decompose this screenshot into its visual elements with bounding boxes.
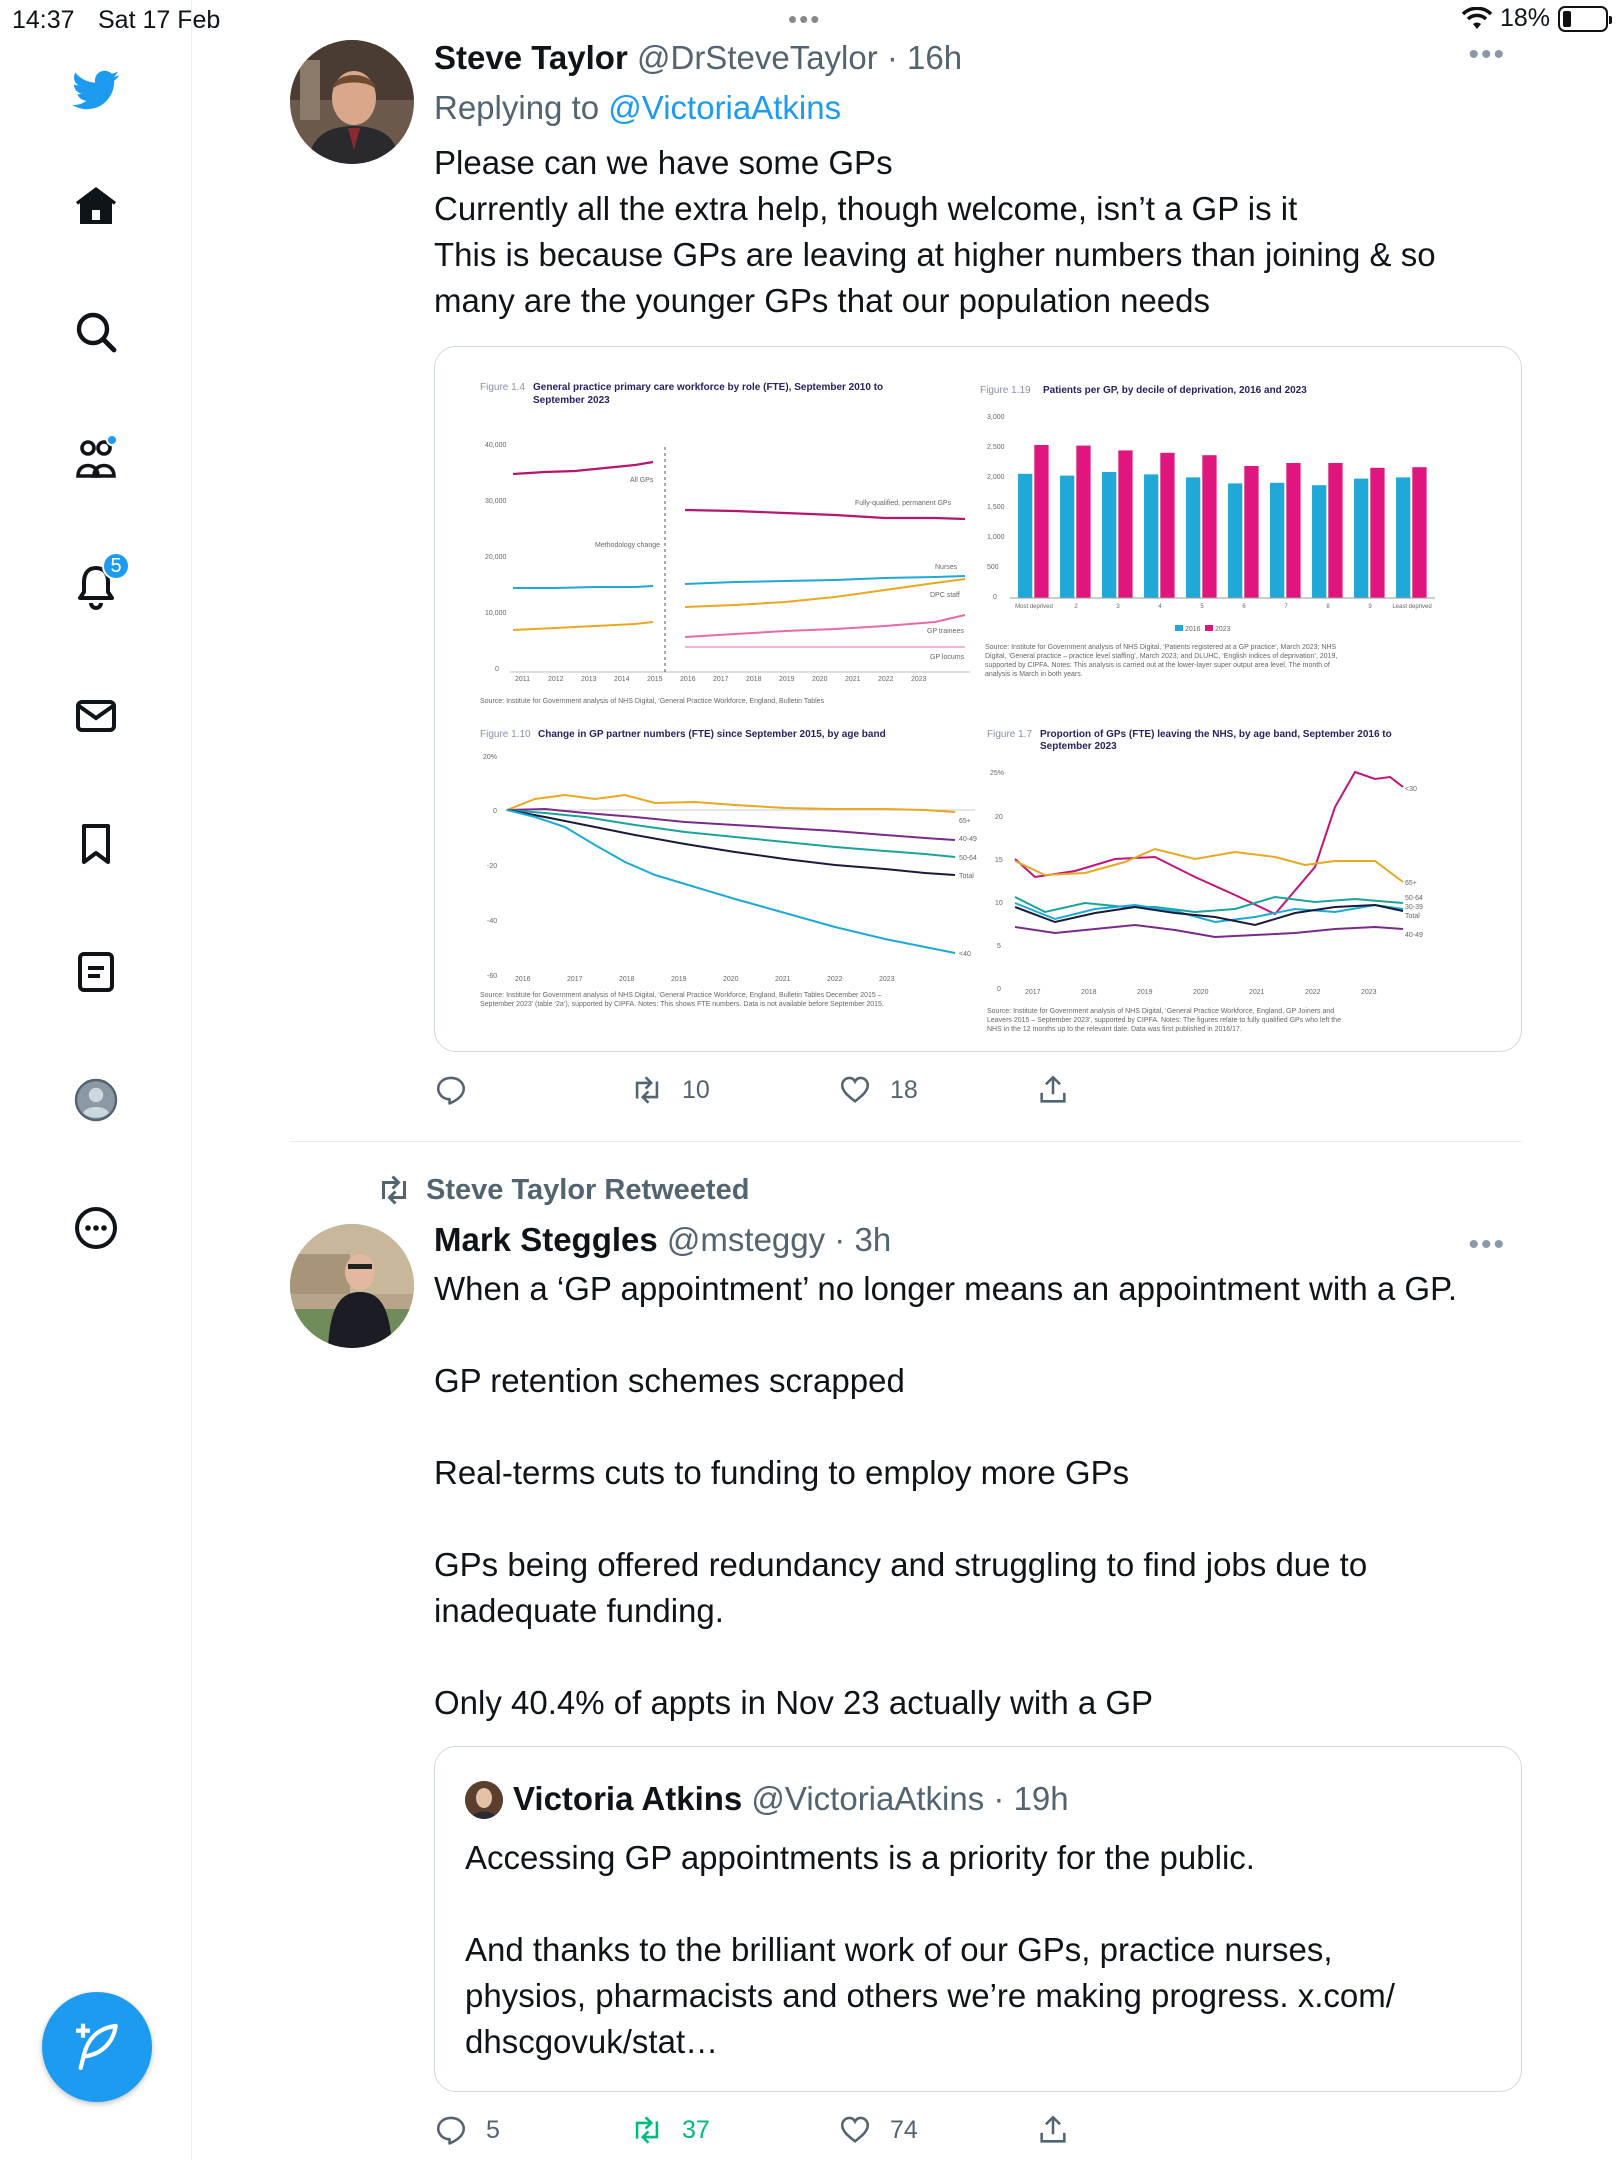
tweet-paragraph: GP retention schemes scrapped xyxy=(434,1362,905,1399)
retweet-notice-text: Steve Taylor Retweeted xyxy=(426,1174,750,1206)
communities-icon[interactable] xyxy=(66,428,126,488)
fig119-bar-2023-9 xyxy=(1370,468,1384,598)
fig110-source-1: Source: Institute for Government analysis of NHS Digital, ‘General Practice Workforce, England, Bulletin Tables December 2015 – xyxy=(480,992,882,999)
fig14-title-2: September 2023 xyxy=(533,395,610,406)
fig110-xtick: 2021 xyxy=(775,976,791,983)
fig17-label-30-39: 30-39 xyxy=(1405,904,1423,911)
fig14-label-nurses: Nurses xyxy=(935,564,958,571)
fig119-ytick: 1,000 xyxy=(987,534,1005,541)
fig14-title-1: General practice primary care workforce by role (FTE), September 2010 to xyxy=(533,382,884,393)
tweet-line: many are the younger GPs that our population needs xyxy=(434,282,1210,319)
fig110-label-50-64: 50-64 xyxy=(959,855,977,862)
fig14-xtick: 2020 xyxy=(812,676,828,683)
retweet-icon xyxy=(630,1073,664,1107)
fig110-x-axis xyxy=(515,976,895,983)
fig119-bar-2023-1 xyxy=(1034,445,1048,598)
fig119-bar-2016-3 xyxy=(1102,472,1116,598)
svg-text:Figure 1.19 xyxy=(980,385,1031,396)
fig17-xtick: 2021 xyxy=(1249,989,1265,996)
author-name[interactable]: Steve Taylor xyxy=(434,39,628,76)
fig14-xtick: 2015 xyxy=(647,676,663,683)
fig14-ytick: 0 xyxy=(495,666,499,673)
fig119-legend-2023: 2023 xyxy=(1215,626,1231,633)
tweet-2[interactable] xyxy=(290,1220,1520,1726)
fig17-label-40-49: 40-49 xyxy=(1405,932,1423,939)
fig17-xtick: 2022 xyxy=(1305,989,1321,996)
fig17-title-2: September 2023 xyxy=(1040,741,1117,752)
fig14-source: Source: Institute for Government analysis of NHS Digital, ‘General Practice Workforce, England, Bulletin Tables xyxy=(480,698,825,705)
quote-header: Victoria Atkins @VictoriaAtkins · 19h xyxy=(513,1780,1069,1817)
heart-icon xyxy=(838,1073,872,1107)
tweet-more-icon[interactable]: ••• xyxy=(1468,1228,1506,1261)
fig110-ytick: -20 xyxy=(487,863,498,870)
fig14-xtick: 2022 xyxy=(878,676,894,683)
share-icon xyxy=(1036,1073,1070,1107)
fig110-xtick: 2017 xyxy=(567,976,583,983)
retweet-count: 37 xyxy=(682,2115,710,2144)
fig119-bar-2016-9 xyxy=(1354,479,1368,598)
author-handle[interactable]: @DrSteveTaylor xyxy=(636,39,878,76)
fig17-source-2: Leavers 2015 – September 2023’, supported by CIPFA. Notes: The figures relate to fully qualified GPs who left the xyxy=(987,1017,1341,1024)
fig14-xtick: 2017 xyxy=(713,676,729,683)
fig119-xtick: 3 xyxy=(1116,604,1120,610)
tweet-1[interactable] xyxy=(290,38,1520,324)
fig17-ytick: 10 xyxy=(995,900,1003,907)
fig119-source-4: analysis is March in both years. xyxy=(985,671,1083,678)
fig14-label-allgps: All GPs xyxy=(630,477,654,484)
fig14-label-method: Methodology change xyxy=(595,542,660,549)
fig110-ytick: -40 xyxy=(487,918,498,925)
fig119-xtick: Most deprived xyxy=(1015,604,1053,610)
fig119-ytick: 1,500 xyxy=(987,504,1005,511)
fig14-number: Figure 1.4 xyxy=(480,382,526,393)
fig119-number: Figure 1.19 xyxy=(980,385,1031,396)
author-name[interactable]: Mark Steggles xyxy=(434,1221,658,1258)
like-button[interactable] xyxy=(838,2113,1036,2147)
retweeted-icon xyxy=(376,1172,412,1208)
status-date: Sat 17 Feb xyxy=(98,6,221,34)
replying-prefix: Replying to xyxy=(434,89,600,126)
fig119-bar-2016-2 xyxy=(1060,476,1074,598)
fig17-xtick: 2018 xyxy=(1081,989,1097,996)
battery-percent: 18% xyxy=(1499,4,1550,32)
fig17-label-under30: <30 xyxy=(1405,786,1417,793)
fig14-y-axis xyxy=(485,442,507,673)
battery-icon xyxy=(1558,6,1608,32)
tweet-1-actions xyxy=(434,1068,1070,1112)
fig110-xtick: 2019 xyxy=(671,976,687,983)
fig119-x-axis xyxy=(1015,604,1432,610)
tweet-1-header: Steve Taylor @DrSteveTaylor · 16h xyxy=(434,39,963,76)
fig119-source-1: Source: Institute for Government analysis of NHS Digital, ‘Patients registered at a GP practice’, March 2023; NHS xyxy=(985,644,1337,651)
fig17-label-total: Total xyxy=(1405,913,1420,920)
svg-text:Figure 1.4 xyxy=(480,382,525,393)
tweet-line: This is because GPs are leaving at higher numbers than joining & so xyxy=(434,236,1436,273)
fig14-ytick: 30,000 xyxy=(485,498,507,505)
quote-line: Accessing GP appointments is a priority for the public. xyxy=(465,1839,1255,1876)
fig110-label-under40: <40 xyxy=(959,951,971,958)
fig110-ytick: -60 xyxy=(487,973,498,980)
fig17-label-65plus: 65+ xyxy=(1405,880,1417,887)
fig119-xtick: 6 xyxy=(1242,604,1246,610)
fig110-xtick: 2023 xyxy=(879,976,895,983)
tweet-paragraph: inadequate funding. xyxy=(434,1592,724,1629)
fig119-title: Patients per GP, by decile of deprivation, 2016 and 2023 xyxy=(1043,385,1307,396)
more-options-icon[interactable] xyxy=(66,1198,126,1258)
replying-to-handle[interactable]: @VictoriaAtkins xyxy=(608,89,842,126)
fig119-xtick: 9 xyxy=(1368,604,1372,610)
quoted-tweet[interactable] xyxy=(434,1746,1522,2092)
svg-text:Figure 1.7 xyxy=(987,729,1032,740)
fig119-bar-2023-7 xyxy=(1286,463,1300,598)
twitter-logo-icon[interactable] xyxy=(66,60,126,120)
communities-badge-dot xyxy=(106,434,118,446)
fig119-ytick: 500 xyxy=(987,564,999,571)
wifi-icon xyxy=(1462,7,1492,31)
reply-icon xyxy=(434,2113,468,2147)
tweet-line: Please can we have some GPs xyxy=(434,144,893,181)
avatar-victoria-atkins[interactable] xyxy=(465,1781,503,1819)
fig17-ytick: 25% xyxy=(990,770,1005,777)
messages-icon[interactable] xyxy=(66,686,126,746)
tweet-line: Currently all the extra help, though welcome, isn’t a GP is it xyxy=(434,190,1298,227)
bookmarks-icon[interactable] xyxy=(66,814,126,874)
tweet-paragraph: Only 40.4% of appts in Nov 23 actually with a GP xyxy=(434,1684,1154,1721)
quote-line: And thanks to the brilliant work of our GPs, practice nurses, xyxy=(465,1931,1333,1968)
fig17-source-1: Source: Institute for Government analysis of NHS Digital, ‘General Practice Workforce, England, GP Joiners and xyxy=(987,1008,1335,1015)
status-time: 14:37 xyxy=(12,6,75,34)
multitask-dots-icon[interactable]: ••• xyxy=(788,4,822,34)
tweet-time[interactable]: 16h xyxy=(907,39,963,76)
fig110-label-65plus: 65+ xyxy=(959,818,971,825)
fig119-ytick: 3,000 xyxy=(987,414,1005,421)
quote-text xyxy=(465,1835,1505,2065)
fig14-xtick: 2019 xyxy=(779,676,795,683)
fig119-source-2: Digital, ‘General practice – practice level staffing’, March 2023; and DLUHC, ‘English indices of deprivation’, 2019, xyxy=(985,653,1338,660)
search-icon[interactable] xyxy=(66,302,126,362)
fig14-ytick: 20,000 xyxy=(485,554,507,561)
svg-text:Figure 1.10 xyxy=(480,729,531,740)
fig17-ytick: 15 xyxy=(995,857,1003,864)
fig110-source-2: September 2023’ (table ‘2a’), supported by CIPFA. Notes: This shows FTE numbers. Data is not available before September 2015. xyxy=(480,1001,884,1008)
fig119-bar-2023-8 xyxy=(1328,463,1342,598)
fig17-xtick: 2020 xyxy=(1193,989,1209,996)
fig14-xtick: 2011 xyxy=(515,676,531,683)
tweet-2-header: Mark Steggles @msteggy · 3h xyxy=(434,1221,892,1258)
fig119-bar-2016-8 xyxy=(1312,485,1326,598)
fig119-ytick: 2,000 xyxy=(987,474,1005,481)
like-button[interactable] xyxy=(838,1073,1036,1107)
fig17-title-1: Proportion of GPs (FTE) leaving the NHS, by age band, September 2016 to xyxy=(1040,729,1392,740)
fig119-xtick: 5 xyxy=(1200,604,1204,610)
fig110-ytick: 20% xyxy=(483,754,498,761)
fig119-bar-2016-4 xyxy=(1144,474,1158,598)
fig119-xtick: 4 xyxy=(1158,604,1162,610)
retweet-count: 10 xyxy=(682,1075,710,1104)
fig14-x-axis xyxy=(515,676,927,683)
fig119-bar-2023-10 xyxy=(1412,467,1426,598)
status-bar xyxy=(0,0,1620,40)
fig119-bar-2016-6 xyxy=(1228,483,1242,598)
fig119-xtick: Least deprived xyxy=(1392,604,1432,610)
lists-icon[interactable] xyxy=(66,942,126,1002)
fig119-xtick: 7 xyxy=(1284,604,1288,610)
fig110-xtick: 2022 xyxy=(827,976,843,983)
fig14-xtick: 2018 xyxy=(746,676,762,683)
fig119-xtick: 2 xyxy=(1074,604,1078,610)
retweet-notice[interactable] xyxy=(376,1170,749,1210)
fig119-legend-2016: 2016 xyxy=(1185,626,1201,633)
fig14-xtick: 2012 xyxy=(548,676,564,683)
quote-author-handle[interactable]: @VictoriaAtkins xyxy=(751,1780,985,1817)
quote-line: physios, pharmacists and others we’re making progress. x.com/ xyxy=(465,1977,1395,2014)
fig119-bar-2016-7 xyxy=(1270,483,1284,598)
notifications-badge: 5 xyxy=(102,552,130,580)
profile-avatar-icon[interactable] xyxy=(66,1070,126,1130)
reply-icon xyxy=(434,1073,468,1107)
fig17-ytick: 5 xyxy=(997,943,1001,950)
reply-count: 5 xyxy=(486,2115,500,2144)
retweet-button[interactable] xyxy=(630,1073,838,1107)
fig14-xtick: 2023 xyxy=(911,676,927,683)
tweet-more-icon[interactable]: ••• xyxy=(1468,38,1506,71)
fig119-bar-2023-4 xyxy=(1160,453,1174,598)
replying-to-line xyxy=(290,88,1520,128)
compose-feather-icon xyxy=(69,2019,125,2075)
share-icon xyxy=(1036,2113,1070,2147)
fig119-bar-2023-3 xyxy=(1118,450,1132,598)
fig119-source-3: supported by CIPFA. Notes: This analysis is carried out at the lower-layer super output area level. The month of xyxy=(985,662,1330,669)
fig119-bar-2023-6 xyxy=(1244,466,1258,598)
fig14-ytick: 10,000 xyxy=(485,610,507,617)
tweet-paragraph: When a ‘GP appointment’ no longer means an appointment with a GP. xyxy=(434,1270,1458,1307)
fig17-xtick: 2017 xyxy=(1025,989,1041,996)
share-button[interactable] xyxy=(1036,1073,1070,1107)
author-handle[interactable]: @msteggy xyxy=(666,1221,826,1258)
quote-author-name[interactable]: Victoria Atkins xyxy=(513,1780,743,1817)
fig110-title: Change in GP partner numbers (FTE) since September 2015, by age band xyxy=(538,729,886,740)
fig14-ytick: 40,000 xyxy=(485,442,507,449)
fig17-label-50-64: 50-64 xyxy=(1405,895,1423,902)
tweet-paragraph: Real-terms cuts to funding to employ more GPs xyxy=(434,1454,1130,1491)
quote-time: 19h xyxy=(1013,1780,1069,1817)
fig119-bar-2023-5 xyxy=(1202,455,1216,598)
fig14-label-locums: GP locums xyxy=(930,654,965,661)
like-count: 74 xyxy=(890,2115,918,2144)
fig110-xtick: 2020 xyxy=(723,976,739,983)
fig17-xtick: 2023 xyxy=(1361,989,1377,996)
charts-image xyxy=(435,347,1522,1052)
fig119-bar-2023-2 xyxy=(1076,446,1090,598)
heart-icon xyxy=(838,2113,872,2147)
quote-line: dhscgovuk/stat… xyxy=(465,2023,719,2060)
fig110-number: Figure 1.10 xyxy=(480,729,531,740)
fig14-label-trainees: GP trainees xyxy=(927,628,964,635)
home-icon[interactable] xyxy=(66,176,126,236)
fig119-xtick: 8 xyxy=(1326,604,1330,610)
status-right xyxy=(1462,4,1608,33)
fig110-label-40-49: 40-49 xyxy=(959,836,977,843)
fig119-bar-2016-10 xyxy=(1396,477,1410,598)
fig110-label-total: Total xyxy=(959,873,974,880)
tweet-1-image[interactable] xyxy=(434,346,1522,1052)
reply-button[interactable] xyxy=(434,2113,630,2147)
compose-tweet-button[interactable] xyxy=(42,1992,152,2102)
fig17-xtick: 2019 xyxy=(1137,989,1153,996)
tweet-1-text xyxy=(290,140,1520,324)
fig14-xtick: 2014 xyxy=(614,676,630,683)
fig119-ytick: 0 xyxy=(993,594,997,601)
fig119-y-axis xyxy=(987,414,1005,601)
notifications-icon[interactable] xyxy=(66,556,126,616)
fig110-xtick: 2018 xyxy=(619,976,635,983)
fig14-label-permanent: Fully-qualified, permanent GPs xyxy=(855,500,952,507)
fig17-ytick: 20 xyxy=(995,814,1003,821)
retweet-icon xyxy=(630,2113,664,2147)
tweet-time[interactable]: 3h xyxy=(854,1221,892,1258)
fig17-number: Figure 1.7 xyxy=(987,729,1033,740)
fig17-source-3: NHS in the 12 months up to the relevant date. Data was first published in 2016/17. xyxy=(987,1026,1242,1033)
like-count: 18 xyxy=(890,1075,918,1104)
tweet-divider xyxy=(290,1141,1522,1142)
tweet-2-actions xyxy=(434,2108,1070,2152)
tweet-paragraph: GPs being offered redundancy and struggling to find jobs due to xyxy=(434,1546,1368,1583)
share-button[interactable] xyxy=(1036,2113,1070,2147)
fig119-bar-2016-5 xyxy=(1186,477,1200,598)
fig14-xtick: 2021 xyxy=(845,676,861,683)
retweet-button[interactable] xyxy=(630,2113,838,2147)
sidebar xyxy=(0,0,192,2160)
fig14-xtick: 2013 xyxy=(581,676,597,683)
fig14-xtick: 2016 xyxy=(680,676,696,683)
tweet-2-text xyxy=(290,1266,1520,1726)
fig110-xtick: 2016 xyxy=(515,976,531,983)
fig119-ytick: 2,500 xyxy=(987,444,1005,451)
fig17-x-axis xyxy=(1025,989,1377,996)
fig110-ytick: 0 xyxy=(493,808,497,815)
fig119-bar-2016-1 xyxy=(1018,474,1032,598)
fig119-bars xyxy=(1018,445,1427,598)
reply-button[interactable] xyxy=(434,1073,630,1107)
fig17-ytick: 0 xyxy=(997,986,1001,993)
fig14-label-dpc: DPC staff xyxy=(930,592,960,599)
